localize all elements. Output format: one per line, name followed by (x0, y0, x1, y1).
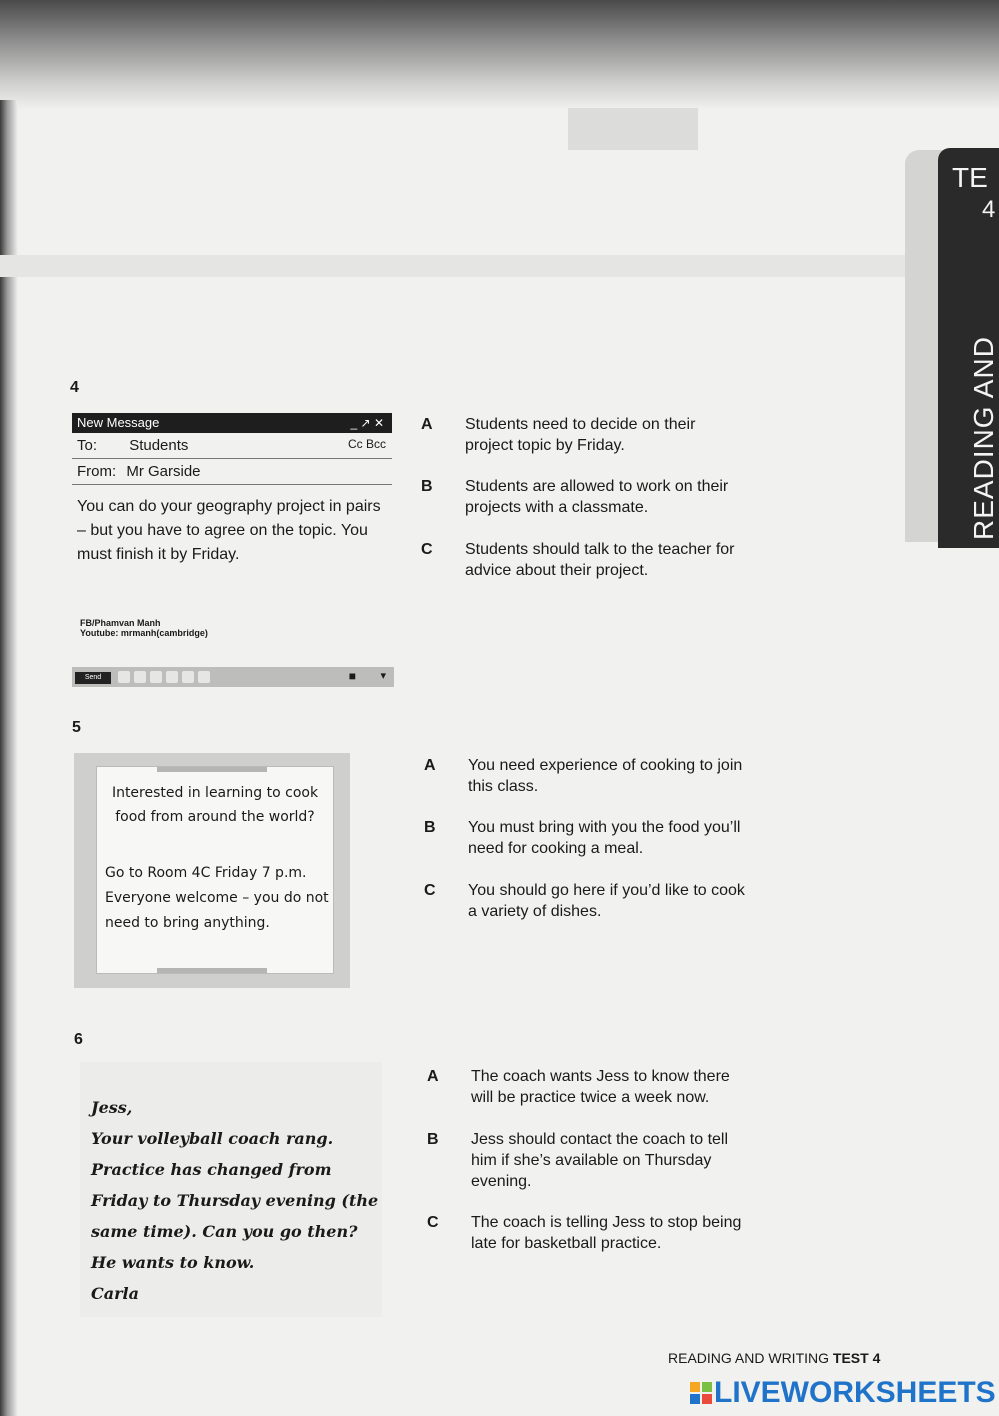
watermark-line-2: Youtube: mrmanh(cambridge) (80, 628, 208, 638)
chevron-down-icon: ▾ (380, 670, 386, 682)
emoji-icon (198, 671, 210, 683)
liveworksheets-icon (690, 1378, 712, 1400)
watermark-line-1: FB/Phamvan Manh (80, 618, 161, 628)
option-letter: C (424, 882, 436, 899)
option-letter: C (427, 1214, 439, 1231)
tape-bottom (157, 968, 267, 973)
link-icon (182, 671, 194, 683)
show-through-tab (568, 108, 698, 150)
handwritten-note (80, 1062, 382, 1317)
attach-icon (134, 671, 146, 683)
option-text: The coach is telling Jess to stop being late for basketball practice. (471, 1214, 742, 1252)
email-send-bar (72, 667, 394, 687)
option-letter: C (421, 541, 433, 558)
email-body: You can do your geography project in pairs – but you have to agree on the topic. You must finish it by Friday. (77, 498, 381, 563)
option-text: The coach wants Jess to know there will be practice twice a week now. (471, 1068, 730, 1106)
question-number-6: 6 (74, 1031, 83, 1048)
email-to-row (72, 433, 392, 459)
note-text (91, 1092, 381, 1309)
question-number-5: 5 (72, 719, 81, 736)
option-text: Jess should contact the coach to tell him if she’s available on Thursday evening. (471, 1131, 729, 1190)
show-through-band (0, 255, 999, 277)
side-tab-te: TE (952, 162, 988, 193)
option-text: You should go here if you’d like to cook a variety of dishes. (468, 882, 745, 920)
footer-prefix: READING AND WRITING (668, 1350, 833, 1366)
footer-test: TEST 4 (832, 1350, 881, 1366)
window-controls: _ ↗ ✕ (350, 416, 384, 430)
option-text: You must bring with you the food you’ll need for cooking a meal. (468, 819, 741, 857)
option-text: Students need to decide on their project topic by Friday. (465, 416, 696, 454)
cooking-notice (96, 766, 334, 974)
question-number-4: 4 (70, 379, 79, 396)
cc-bcc: Cc Bcc (347, 437, 386, 451)
from-label: From: (77, 463, 117, 480)
option-text: You need experience of cooking to join this class. (468, 757, 743, 795)
notice-heading: Interested in learning to cook food from around the world? (111, 785, 319, 825)
liveworksheets-logo (690, 1376, 996, 1410)
note-signature: Carla (91, 1284, 139, 1303)
option-letter: B (427, 1131, 439, 1148)
test-side-tab (938, 148, 999, 548)
side-tab-section: READING AND (968, 336, 999, 540)
to-value: Students (129, 437, 189, 454)
email-window-title: New Message (77, 415, 160, 430)
option-letter: A (424, 757, 436, 774)
to-label: To: (77, 437, 98, 454)
tape-top (157, 767, 267, 772)
page-edge (0, 100, 18, 1416)
from-value: Mr Garside (126, 463, 201, 480)
option-text: Students should talk to the teacher for advice about their project. (465, 541, 735, 579)
side-tab-number: 4 (982, 196, 996, 223)
photo-icon (166, 671, 178, 683)
option-letter: A (421, 416, 433, 433)
option-letter: A (427, 1068, 439, 1085)
drive-icon (150, 671, 162, 683)
note-greeting: Jess, (91, 1098, 133, 1117)
watermark (80, 618, 208, 638)
format-icon (118, 671, 130, 683)
liveworksheets-text: LIVEWORKSHEETS (714, 1376, 996, 1409)
option-letter: B (421, 478, 433, 495)
notice-info: Go to Room 4C Friday 7 p.m. Everyone welcome – you do not need to bring anything. (105, 865, 329, 931)
trash-icon: ■ (348, 669, 356, 683)
email-from-row (72, 459, 392, 485)
email-window (72, 413, 392, 577)
option-letter: B (424, 819, 436, 836)
scan-shadow (0, 0, 999, 110)
email-title-bar (72, 413, 392, 433)
option-text: Students are allowed to work on their projects with a classmate. (465, 478, 729, 516)
note-body: Your volleyball coach rang. Practice has changed from Friday to Thursday evening (the same time). Can you go then? He wants to know. (91, 1129, 379, 1272)
page-footer (668, 1350, 880, 1366)
send-button: Send (75, 672, 111, 684)
